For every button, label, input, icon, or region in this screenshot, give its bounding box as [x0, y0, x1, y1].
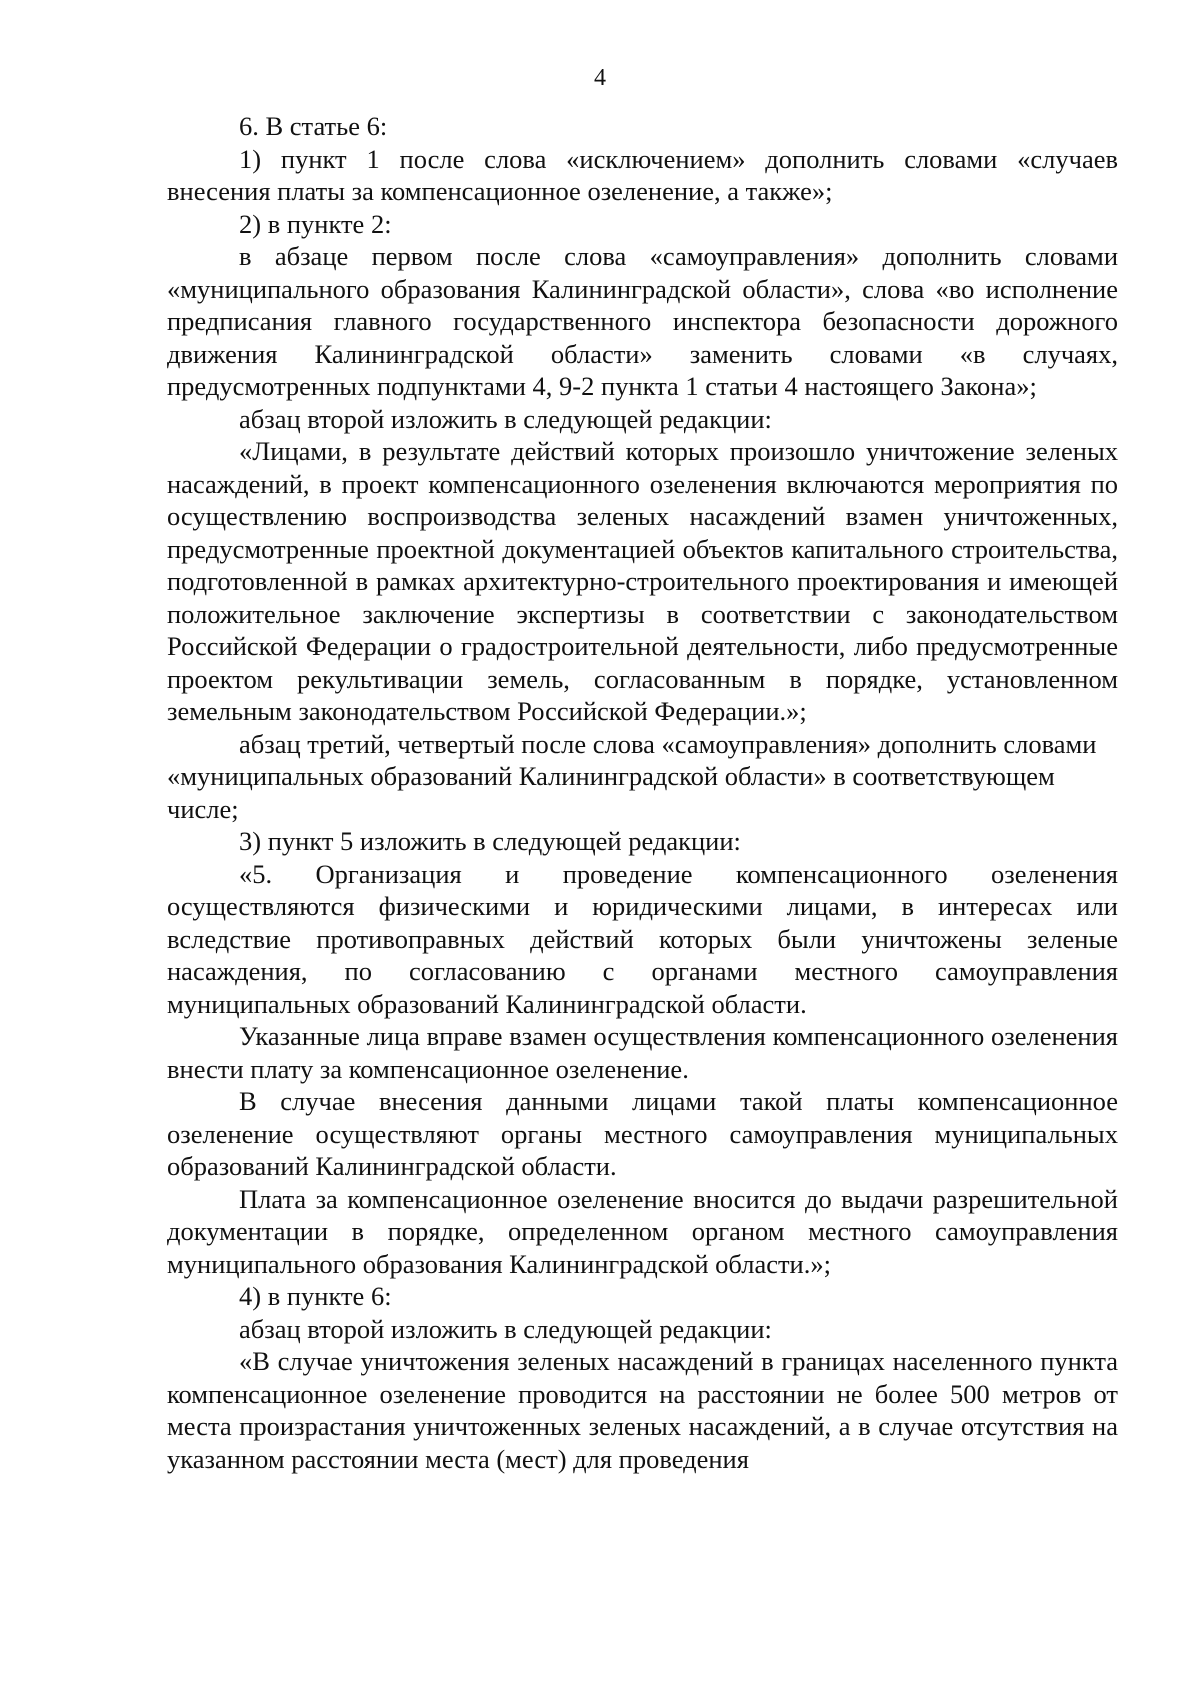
- paragraph-item-3-heading: 3) пункт 5 изложить в следующей редакции:: [239, 826, 741, 856]
- paragraph-item-2-heading: 2) в пункте 2:: [239, 208, 392, 239]
- paragraph-item-5-payment-case: В случае внесения данными лицами такой платы компенсационное озеленение осуществляют органы местного самоуправления муниципальных образований Калининградской области.: [167, 1086, 1118, 1181]
- paragraph-item-5-organization: «5. Организация и проведение компенсационного озеленения осуществляются физическими и юридическими лицами, в интересах или вследствие противоправных действий которых были уничтожены зеленые насаждения, по согласованию с органами местного самоуправления муниципальных образований Калининградской области.: [167, 858, 1118, 1019]
- paragraph-item-2-second-subparagraph-text: «Лицами, в результате действий которых произошло уничтожение зеленых насаждений, в проект компенсационного озеленения включаются мероприятия по осуществлению воспроизводства зеленых насаждений взамен уничтоженных, предусмотренные проектной документацией объектов капитального строительства, подготовленной в рамках архитектурно-строительного проектирования и имеющей положительное заключение экспертизы в соответствии с законодательством Российской Федерации о градостроительной деятельности, либо предусмотренные проектом рекультивации земель, согласованным в порядке, установленном земельным законодательством Российской Федерации.»;: [167, 436, 1118, 726]
- paragraph-item-2-first-subparagraph: в абзаце первом после слова «самоуправления» дополнить словами «муниципального образования Калининградской области», слова «во исполнение предписания главного государственного инспектора безопасности дорожного движения Калининградской области» заменить словами «в случаях, предусмотренных подпунктами 4, 9-2 пункта 1 статьи 4 настоящего Закона»;: [167, 241, 1118, 401]
- paragraph-article-6-heading: 6. В статье 6:: [239, 111, 388, 141]
- page-number: 4: [594, 65, 606, 91]
- paragraph-item-5-payment-right: Указанные лица вправе взамен осуществления компенсационного озеленения внести плату за компенсационное озеленение.: [167, 1021, 1118, 1084]
- paragraph-item-2-second-subparagraph-intro: абзац второй изложить в следующей редакции:: [239, 403, 772, 434]
- paragraph-item-1: 1) пункт 1 после слова «исключением» дополнить словами «случаев внесения платы за компенсационное озеленение, а также»;: [167, 143, 1118, 206]
- paragraph-item-4-text: «В случае уничтожения зеленых насаждений в границах населенного пункта компенсационное озеленение проводится на расстоянии не более 500 метров от места произрастания уничтоженных зеленых насаждений, а в случае отсутствия на указанном расстоянии места (мест) для проведения: [167, 1346, 1118, 1474]
- paragraph-item-2-third-fourth-subparagraph: абзац третий, четвертый после слова «самоуправления» дополнить словами «муниципальных образований Калининградской области» в соответствующем числе;: [167, 728, 1097, 824]
- document-body: [167, 110, 1118, 1475]
- paragraph-item-5-payment-timing: Плата за компенсационное озеленение вносится до выдачи разрешительной документации в порядке, определенном органом местного самоуправления муниципального образования Калининградской области.»;: [167, 1183, 1118, 1279]
- paragraph-item-4-heading: 4) в пункте 6:: [239, 1281, 392, 1311]
- paragraph-item-4-intro: абзац второй изложить в следующей редакции:: [239, 1313, 772, 1344]
